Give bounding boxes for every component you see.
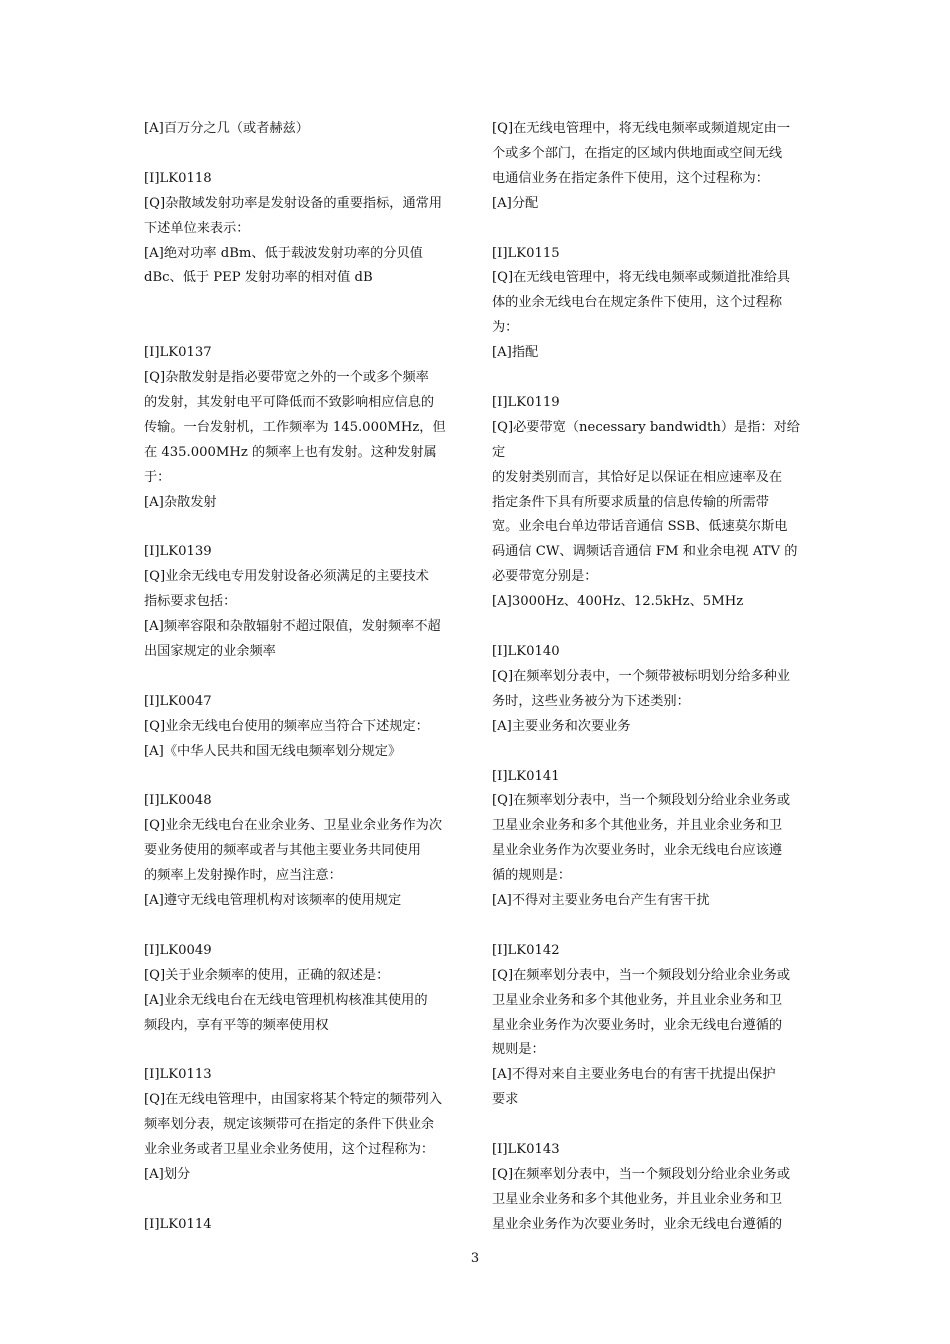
- question-text: [Q]必要带宽（necessary bandwidth）是指：对给定: [492, 419, 800, 460]
- question-id: [I]LK0139: [144, 544, 212, 560]
- answer-text: [A]划分: [144, 1166, 191, 1182]
- text-line: dBc、低于 PEP 发射功率的相对值 dB: [144, 270, 373, 286]
- answer-text: [A]杂散发射: [144, 494, 217, 510]
- question-id: [I]LK0118: [144, 170, 212, 186]
- answer-text: [A]绝对功率 dBm、低于载波发射功率的分贝值: [144, 245, 423, 261]
- text-line: 的发射，其发射电平可降低而不致影响相应信息的: [144, 394, 435, 410]
- blank-line: [144, 764, 462, 789]
- text-line: 指定条件下具有所要求质量的信息传输的所需带: [492, 494, 769, 510]
- text-line: 卫星业余业务和多个其他业务，并且业余业务和卫: [492, 818, 783, 834]
- text-line: 出国家规定的业余频率: [144, 643, 276, 659]
- answer-text: [A]分配: [492, 195, 539, 211]
- question-text: [Q]在无线电管理中，由国家将某个特定的频带列入: [144, 1092, 443, 1108]
- blank-line: [492, 366, 810, 391]
- blank-line: [492, 615, 810, 640]
- question-text: [Q]业余无线电专用发射设备必须满足的主要技术: [144, 569, 429, 585]
- page-number: 3: [470, 1251, 480, 1266]
- answer-text: [A]《中华人民共和国无线电频率划分规定》: [144, 743, 402, 759]
- answer-text: [A]不得对主要业务电台产生有害干扰: [492, 893, 710, 909]
- blank-line: [144, 1188, 462, 1213]
- blank-line: [144, 515, 462, 540]
- text-line: 星业余业务作为次要业务时，业余无线电台遵循的: [492, 1216, 783, 1232]
- text-line: 业余业务或者卫星业余业务使用，这个过程称为：: [144, 1142, 435, 1158]
- right-column: [492, 117, 810, 1238]
- blank-line: [492, 217, 810, 242]
- text-line: 卫星业余业务和多个其他业务，并且业余业务和卫: [492, 1191, 783, 1207]
- text-line: 码通信 CW、调频话音通信 FM 和业余电视 ATV 的: [492, 544, 798, 560]
- text-line: 规则是：: [492, 1042, 545, 1058]
- text-line: 电通信业务在指定条件下使用，这个过程称为：: [492, 170, 769, 186]
- question-text: [Q]杂散发射是指必要带宽之外的一个或多个频率: [144, 370, 429, 386]
- blank-line: [144, 914, 462, 939]
- text-line: 务时，这些业务被分为下述类别：: [492, 693, 690, 709]
- left-column: [144, 117, 462, 1238]
- text-line: 体的业余无线电台在规定条件下使用，这个过程称: [492, 295, 783, 311]
- answer-text: [A]3000Hz、400Hz、12.5kHz、5MHz: [492, 594, 744, 610]
- text-line: 在 435.000MHz 的频率上也有发射。这种发射属于：: [144, 444, 437, 485]
- text-line: 下述单位来表示：: [144, 220, 250, 236]
- question-text: [Q]在频率划分表中，当一个频段划分给业余业务或: [492, 1166, 791, 1182]
- question-id: [I]LK0143: [492, 1142, 560, 1158]
- text-line: 星业余业务作为次要业务时，业余无线电台遵循的: [492, 1017, 783, 1033]
- question-id: [I]LK0142: [492, 942, 560, 958]
- text-line: 必要带宽分别是：: [492, 569, 598, 585]
- blank-line: [144, 316, 462, 341]
- text-line: 要业务使用的频率或者与其他主要业务共同使用: [144, 843, 421, 859]
- text-line: 为：: [492, 320, 519, 336]
- text-line: 频段内，享有平等的频率使用权: [144, 1017, 329, 1033]
- answer-text: [A]业余无线电台在无线电管理机构核准其使用的: [144, 992, 428, 1008]
- text-line: 传输。一台发射机，工作频率为 145.000MHz，但: [144, 419, 446, 435]
- question-text: [Q]关于业余频率的使用，正确的叙述是：: [144, 967, 390, 983]
- question-text: [Q]业余无线电台在业余业务、卫星业余业务作为次: [144, 818, 443, 834]
- question-id: [I]LK0140: [492, 643, 560, 659]
- question-text: [Q]在频率划分表中，当一个频段划分给业余业务或: [492, 967, 791, 983]
- answer-text: [A]指配: [492, 345, 539, 361]
- text-line: 宽。业余电台单边带话音通信 SSB、低速莫尔斯电: [492, 519, 788, 535]
- question-id: [I]LK0113: [144, 1067, 212, 1083]
- blank-line: [144, 1038, 462, 1063]
- question-id: [I]LK0141: [492, 768, 560, 784]
- blank-line: [144, 291, 462, 316]
- blank-line: [144, 665, 462, 690]
- question-text: [Q]在频率划分表中，一个频带被标明划分给多种业: [492, 668, 791, 684]
- text-line: 的发射类别而言，其恰好足以保证在相应速率及在: [492, 469, 783, 485]
- question-id: [I]LK0047: [144, 693, 212, 709]
- question-id: [I]LK0115: [492, 245, 560, 261]
- blank-line: [492, 1113, 810, 1138]
- question-id: [I]LK0049: [144, 942, 212, 958]
- text-line: 频率划分表，规定该频带可在指定的条件下供业余: [144, 1117, 435, 1133]
- blank-line: [492, 914, 810, 939]
- answer-text: [A]百万分之几（或者赫兹）: [144, 121, 309, 136]
- blank-line: [144, 142, 462, 167]
- question-text: [Q]在无线电管理中，将无线电频率或频道批准给具: [492, 270, 791, 286]
- text-line: 的频率上发射操作时，应当注意：: [144, 868, 342, 884]
- answer-text: [A]不得对来自主要业务电台的有害干扰提出保护: [492, 1067, 776, 1083]
- question-text: [Q]业余无线电台使用的频率应当符合下述规定：: [144, 718, 429, 734]
- question-id: [I]LK0114: [144, 1216, 212, 1232]
- text-line: 卫星业余业务和多个其他业务，并且业余业务和卫: [492, 992, 783, 1008]
- question-id: [I]LK0119: [492, 394, 560, 410]
- text-line: 循的规则是：: [492, 868, 572, 884]
- question-id: [I]LK0048: [144, 793, 212, 809]
- answer-text: [A]主要业务和次要业务: [492, 718, 631, 734]
- question-text: [Q]在频率划分表中，当一个频段划分给业余业务或: [492, 793, 791, 809]
- question-text: [Q]杂散域发射功率是发射设备的重要指标，通常用: [144, 195, 443, 211]
- text-line: 星业余业务作为次要业务时，业余无线电台应该遵: [492, 843, 783, 859]
- question-id: [I]LK0137: [144, 345, 212, 361]
- answer-text: [A]频率容限和杂散辐射不超过限值，发射频率不超: [144, 619, 441, 635]
- text-line: 个或多个部门，在指定的区域内供地面或空间无线: [492, 145, 783, 161]
- text-line: 指标要求包括：: [144, 594, 237, 610]
- question-text: [Q]在无线电管理中，将无线电频率或频道规定由一: [492, 121, 791, 136]
- text-line: 要求: [492, 1092, 519, 1108]
- blank-line: [492, 740, 810, 765]
- answer-text: [A]遵守无线电管理机构对该频率的使用规定: [144, 893, 402, 908]
